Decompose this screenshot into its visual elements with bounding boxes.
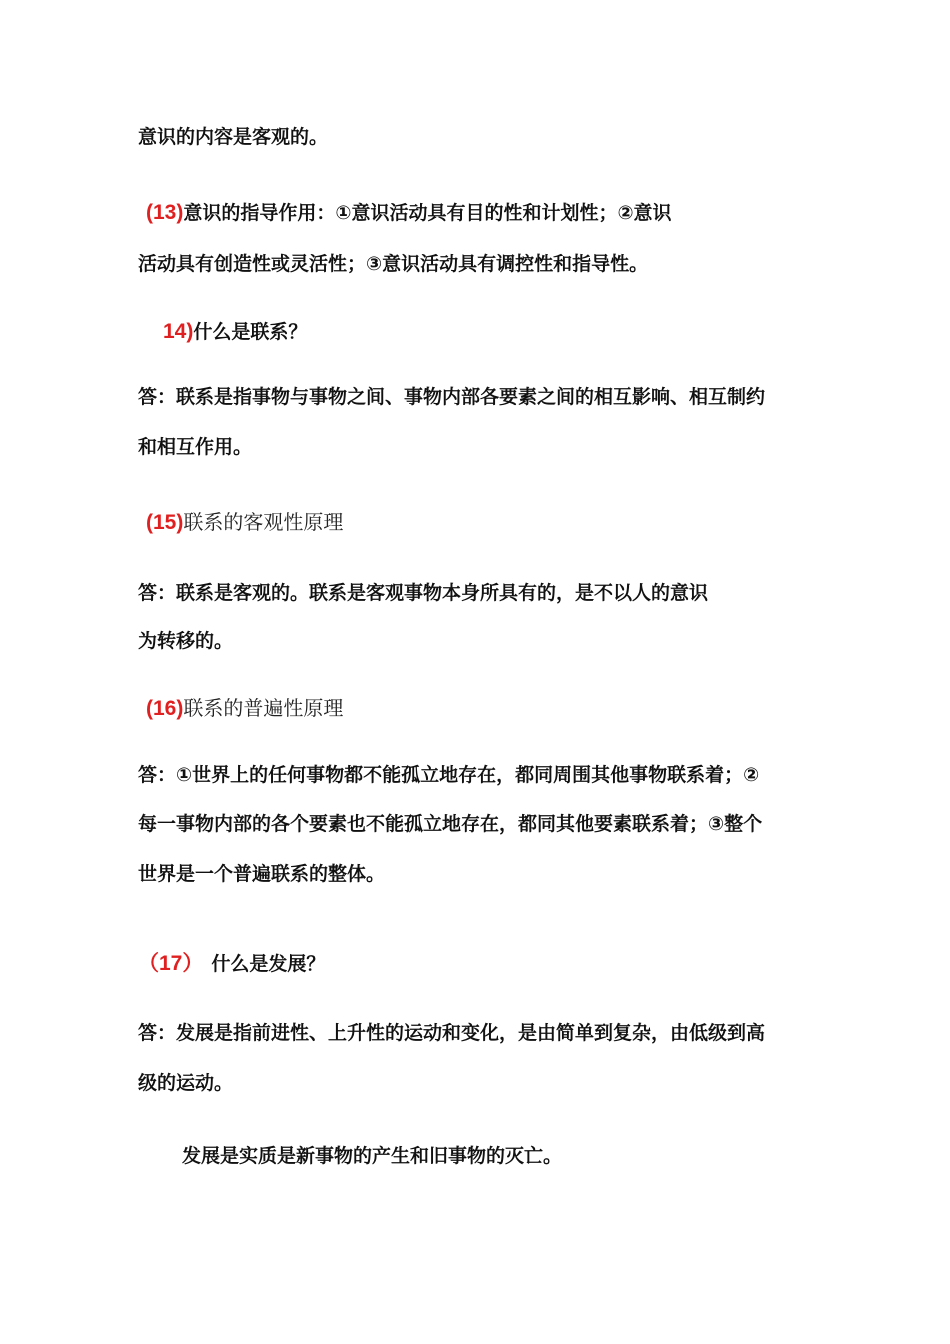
answer-line: 答：联系是客观的。联系是客观事物本身所具有的，是不以人的意识: [138, 582, 709, 604]
item-number: （17）: [138, 952, 204, 975]
paragraph-line: 活动具有创造性或灵活性；③意识活动具有调控性和指导性。: [138, 253, 649, 275]
answer-line: 每一事物内部的各个要素也不能孤立地存在，都同其他要素联系着；③整个: [138, 813, 763, 835]
heading-14: [163, 319, 307, 345]
item-number: 14): [163, 320, 194, 343]
answer-line: 为转移的。: [138, 630, 234, 652]
heading-17: [138, 951, 325, 977]
heading-text: 什么是发展？: [211, 953, 326, 975]
answer-line: 世界是一个普遍联系的整体。: [138, 863, 386, 885]
answer-line: 发展是实质是新事物的产生和旧事物的灭亡。: [182, 1145, 563, 1167]
heading-16: [146, 695, 343, 722]
item-number: (15): [146, 511, 184, 534]
answer-line: 答：联系是指事物与事物之间、事物内部各要素之间的相互影响、相互制约: [138, 386, 766, 408]
answer-line: 级的运动。: [138, 1072, 234, 1094]
heading-text: 意识的指导作用：①意识活动具有目的性和计划性；②意识: [183, 202, 672, 224]
heading-15: [146, 509, 343, 536]
item-number: (16): [146, 697, 184, 720]
heading-text: 什么是联系？: [193, 321, 308, 343]
heading-13: [146, 200, 672, 226]
answer-line: 答：发展是指前进性、上升性的运动和变化，是由简单到复杂，由低级到高: [138, 1022, 766, 1044]
item-number: (13): [146, 201, 184, 224]
heading-text: 联系的普遍性原理: [183, 696, 344, 720]
answer-line: 答：①世界上的任何事物都不能孤立地存在，都同周围其他事物联系着；②: [138, 764, 760, 786]
answer-line: 和相互作用。: [138, 436, 253, 458]
paragraph-line: 意识的内容是客观的。: [138, 126, 329, 148]
heading-text: 联系的客观性原理: [183, 510, 344, 534]
